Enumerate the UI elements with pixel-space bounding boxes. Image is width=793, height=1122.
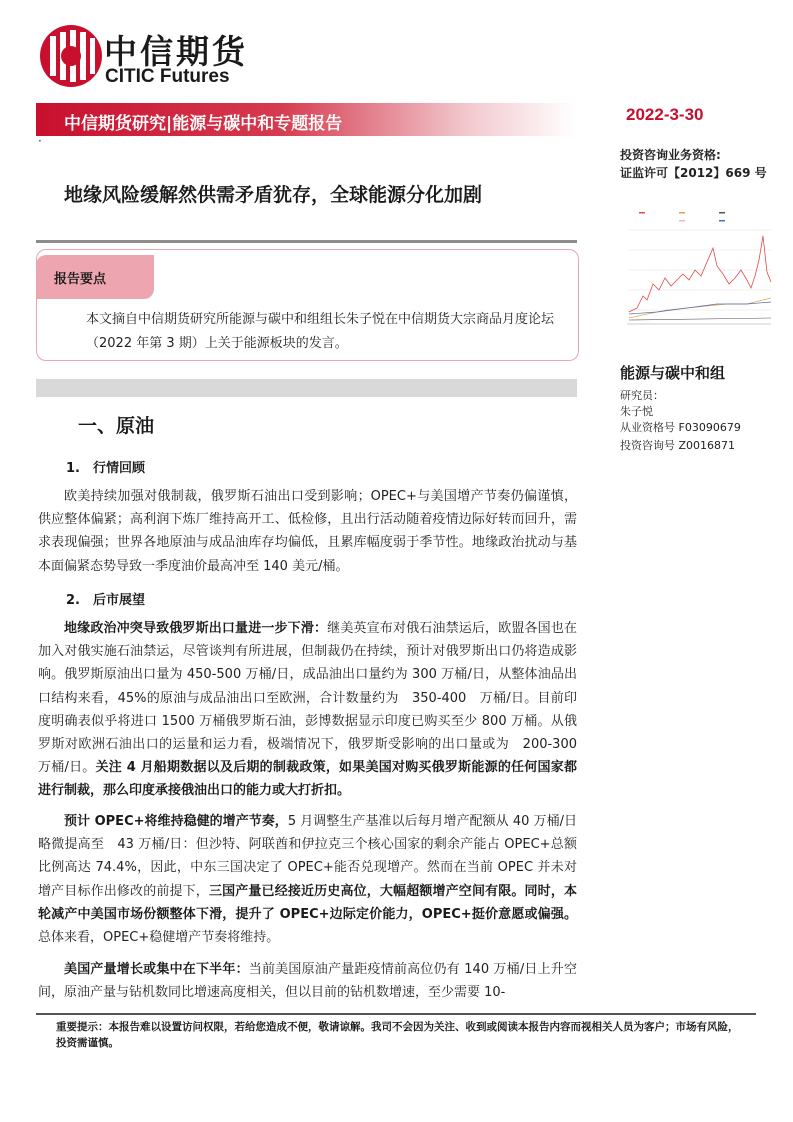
price-chart-thumbnail: [617, 200, 773, 336]
qualification-line-1: 投资咨询业务资格:: [620, 148, 721, 162]
banner-title: 中信期货研究|能源与碳中和专题报告: [64, 114, 343, 134]
subheading-outlook: 2. 后市展望: [66, 593, 145, 608]
researcher-name: 朱子悦: [620, 405, 653, 418]
qualification-line-2: 证监许可【2012】669 号: [620, 166, 767, 180]
summary-text: [86, 308, 566, 356]
section-divider-bar: [36, 379, 577, 397]
us-body: 当前美国原油产量距疫情前高位仍有 140 万桶/日上升空间，原油产量与钻机数同比增速高度相关，但以目前的钻机数增速，至少需要 10-: [38, 962, 577, 1001]
title-divider: [36, 240, 577, 243]
footer-divider: [36, 1013, 756, 1015]
bold-us-lead: 美国产量增长或集中在下半年：: [64, 962, 249, 977]
paragraph-russia-exports: [38, 617, 591, 803]
bold-russia-lead: 地缘政治冲突导致俄罗斯出口量进一步下滑：: [64, 621, 328, 636]
logo-chinese-name: 中信期货: [104, 32, 248, 71]
report-title: 地缘风险缓解然供需矛盾犹存，全球能源分化加剧: [64, 184, 483, 206]
bold-opec-conclusion: 三国产量已经接近历史高位，大幅超额增产空间有限。同时，本轮减产中美国市场份额整体下滑，提升了 OPEC+边际定价能力，OPEC+挺价意愿或偏强。: [38, 883, 577, 922]
summary-label: 报告要点: [54, 272, 107, 287]
logo-english-name: CITIC Futures: [105, 66, 230, 87]
summary-body: 本文摘自中信期货研究所能源与碳中和组组长朱子悦在中信期货大宗商品月度论坛（2022 年第 3 期）上关于能源板块的发言。: [86, 312, 555, 351]
opec-tail: 总体来看，OPEC+稳健增产节奏将维持。: [38, 930, 280, 946]
opec-body: 5 月调整生产基准以后每月增产配额从 40 万桶/日略微提高至 43 万桶/日：但沙特、阿联酋和伊拉克三个核心国家的剩余产能占 OPEC+总额比例高达 74.4%，因此，中东三国决定了 OPEC+能否兑现增产。然而在当前 OPEC 并未对增产目标作出修改的前提下，: [38, 814, 578, 899]
footer-notice: 重要提示：本报告难以设置访问权限，若给您造成不便，敬请谅解。我司不会因为关注、收到或阅读本报告内容而视相关人员为客户；市场有风险，投资需谨慎。: [56, 1021, 739, 1049]
certificate-advisory: 投资咨询号 Z0016871: [620, 439, 736, 452]
decorative-dot: ·: [38, 134, 42, 148]
report-date: 2022-3-30: [626, 105, 704, 124]
certificate-practice: 从业资格号 F03090679: [620, 421, 741, 434]
paragraph-market-review: 欧美持续加强对俄制裁，俄罗斯石油出口受到影响；OPEC+与美国增产节奏仍偏谨慎，供应整体偏紧；高利润下炼厂维持高开工、低检修，且出行活动随着疫情边际好转而回升，需求表现偏强；世界各地原油与成品油库存均偏低，且累库幅度弱于季节性。地缘政治扰动与基本面偏紧态势导致一季度油价最高冲至 140 美元/桶。: [38, 489, 577, 574]
paragraph-opec: [38, 810, 577, 949]
bold-russia-conclusion: 关注 4 月船期数据以及后期的制裁政策，如果美国对购买俄罗斯能源的任何国家都进行制裁，那么印度承接俄油出口的能力或大打折扣。: [38, 760, 577, 799]
paragraph-us-production: [38, 958, 577, 1005]
russia-body: 继美英宣布对俄石油禁运后，欧盟各国也在加入对俄实施石油禁运，尽管谈判有所进展，但制裁仍在持续，预计对俄罗斯出口仍将造成影响。俄罗斯原油出口量为 450-500 万桶/日，成品油出口量约为 300 万桶/日，从整体油品出口结构来看，45%的原油与成品油出口至欧洲，合计数量约为 350-400 万桶/日。目前印度明确表似乎将进口 1500 万桶俄罗斯石油，彭博数据显示印度已购买至少 800 万桶。从俄罗斯对欧洲石油出口的运量和运力看，极端情况下，俄罗斯受影响的出口量或为 200-300 万桶/日。: [38, 621, 591, 776]
section-heading-crude-oil: 一、原油: [78, 415, 155, 437]
researcher-label: 研究员：: [620, 389, 664, 402]
subheading-market-review: 1. 行情回顾: [66, 461, 145, 476]
team-name: 能源与碳中和组: [620, 364, 726, 382]
bold-opec-lead: 预计 OPEC+将维持稳健的增产节奏，: [64, 814, 288, 829]
